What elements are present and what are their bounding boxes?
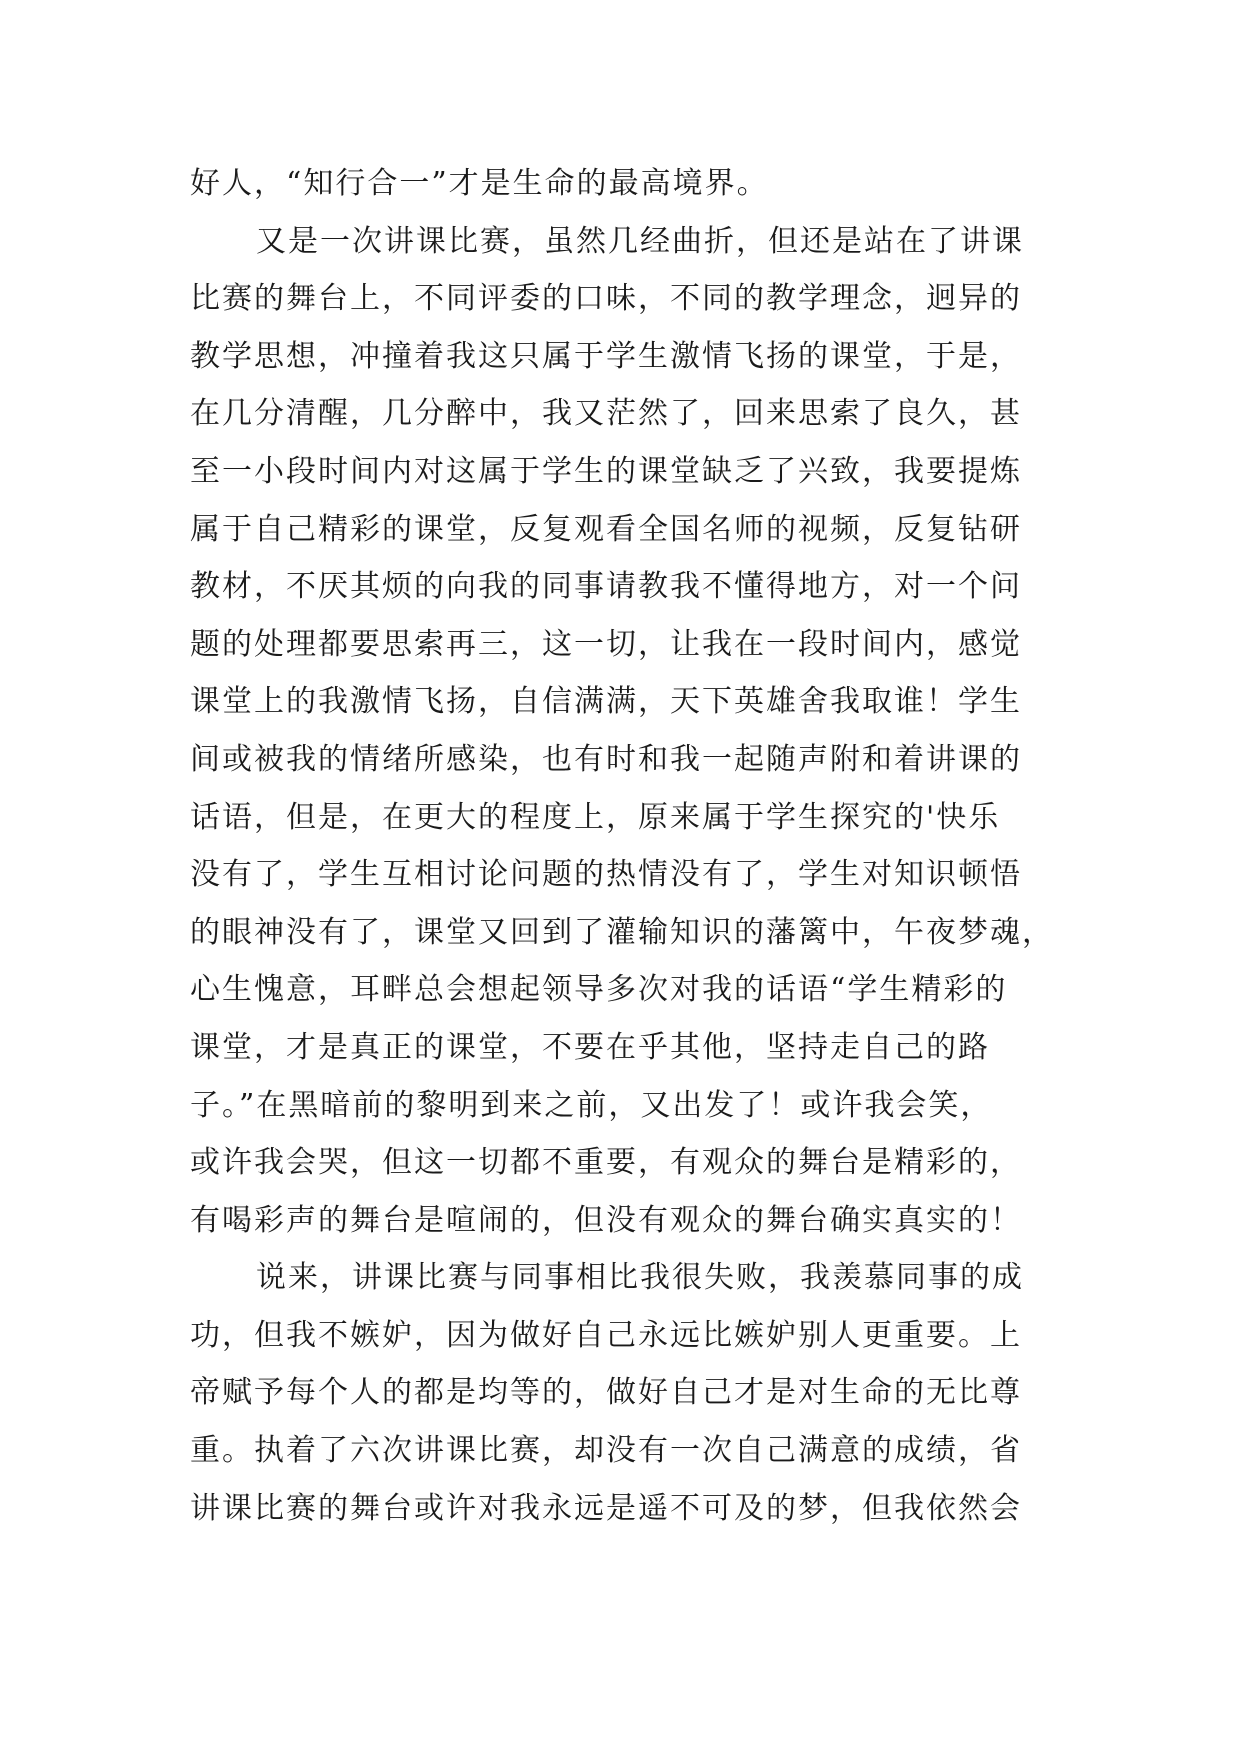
text-line: 课堂上的我激情飞扬，自信满满，天下英雄舍我取谁！学生	[190, 684, 1022, 720]
text-line: 帝赋予每个人的都是均等的，做好自己才是对生命的无比尊	[190, 1375, 1022, 1411]
text-line: 课堂，才是真正的课堂，不要在乎其他，坚持走自己的路	[190, 1029, 990, 1065]
text-line: 重。执着了六次讲课比赛，却没有一次自己满意的成绩，省	[190, 1433, 1022, 1469]
text-line: 属于自己精彩的课堂，反复观看全国名师的视频，反复钻研	[190, 511, 1022, 547]
text-line: 至一小段时间内对这属于学生的课堂缺乏了兴致，我要提炼	[190, 453, 1022, 489]
body-text	[190, 155, 1070, 1537]
text-line: 在几分清醒，几分醉中，我又茫然了，回来思索了良久，甚	[190, 396, 1022, 432]
text-line: 间或被我的情绪所感染，也有时和我一起随声附和着讲课的	[190, 741, 1022, 777]
text-line: 有喝彩声的舞台是喧闹的，但没有观众的舞台确实真实的！	[190, 1202, 1022, 1238]
text-line: 题的处理都要思索再三，这一切，让我在一段时间内，感觉	[190, 626, 1022, 662]
text-line: 话语，但是，在更大的程度上，原来属于学生探究的'快乐	[190, 799, 1001, 835]
text-line: 讲课比赛的舞台或许对我永远是遥不可及的梦，但我依然会	[190, 1490, 1022, 1526]
text-line: 或许我会哭，但这一切都不重要，有观众的舞台是精彩的，	[190, 1145, 1022, 1181]
text-line: 教学思想，冲撞着我这只属于学生激情飞扬的课堂，于是，	[190, 338, 1022, 374]
paragraph-first-line: 又是一次讲课比赛，虽然几经曲折，但还是站在了讲课	[256, 223, 1024, 259]
text-line: 子。”在黑暗前的黎明到来之前，又出发了！或许我会笑，	[190, 1087, 993, 1123]
text-line: 教材，不厌其烦的向我的同事请教我不懂得地方，对一个问	[190, 569, 1022, 605]
paragraph-first-line: 说来，讲课比赛与同事相比我很失败，我羡慕同事的成	[256, 1260, 1024, 1296]
text-line: 比赛的舞台上，不同评委的口味，不同的教学理念，迥异的	[190, 281, 1022, 317]
text-line: 好人，“知行合一”才是生命的最高境界。	[190, 166, 769, 201]
text-line: 心生愧意，耳畔总会想起领导多次对我的话语“学生精彩的	[190, 972, 1008, 1008]
text-line: 的眼神没有了，课堂又回到了灌输知识的藩篱中，午夜梦魂，	[190, 914, 1054, 950]
text-line: 功，但我不嫉妒，因为做好自己永远比嫉妒别人更重要。上	[190, 1317, 1022, 1353]
text-line: 没有了，学生互相讨论问题的热情没有了，学生对知识顿悟	[190, 857, 1022, 893]
